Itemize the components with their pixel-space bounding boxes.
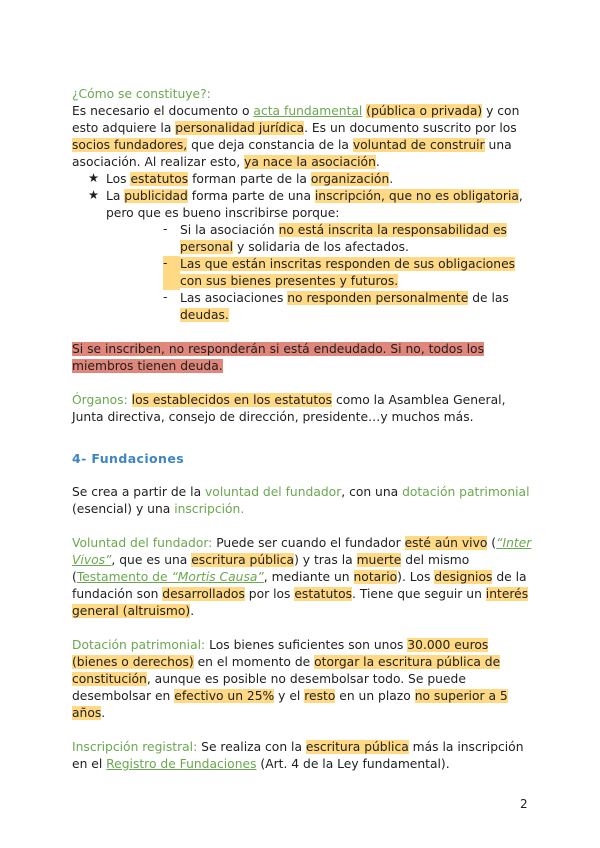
section-heading-fundaciones: 4- Fundaciones: [72, 451, 185, 466]
red-note: Si se inscriben, no responderán si está endeudado. Si no, todos los miembros tienen deuda.: [72, 342, 484, 373]
star-bullet-icon: ★: [88, 188, 100, 202]
inter-vivos-link[interactable]: “Inter Vivos”: [72, 536, 532, 567]
paragraph-dotacion: Dotación patrimonial: Los bienes suficientes son unos 30.000 euros (bienes o derechos) en el momento de otorgar la escritura pública de constitución, aunque es posible no desembolsar todo. Se puede desembolsar en efectivo un 25% y el resto en un plazo no superior a 5 años.: [72, 638, 508, 720]
dash-bullet: -: [163, 290, 168, 304]
paragraph-intro-fundaciones: Se crea a partir de la voluntad del fundador, con una dotación patrimonial (esencial) y una inscripción.: [72, 485, 530, 516]
bullet-publicidad: ★ La publicidad forma parte de una inscripción, que no es obligatoria, pero que es bueno inscribirse porque:: [88, 188, 523, 220]
dash-bullet: -: [163, 256, 180, 290]
testamento-link[interactable]: Testamento de “Mortis Causa”: [76, 570, 264, 584]
paragraph-acta: Es necesario el documento o acta fundamental (pública o privada) y con esto adquiere la personalidad jurídica. Es un documento suscrito por los socios fundadores, que deja constancia de la voluntad de construir una asociación. Al realizar esto, ya nace la asociación.: [72, 104, 520, 169]
dash-item-inscritas: - Las que están inscritas responden de sus obligaciones con sus bienes presentes y futuros.: [163, 256, 516, 288]
paragraph-organos: Órganos: los establecidos en los estatutos como la Asamblea General, Junta directiva, consejo de dirección, presidente…y muchos más.: [72, 393, 506, 424]
star-bullet-icon: ★: [88, 171, 100, 185]
dash-item-no-inscrita: - Si la asociación no está inscrita la responsabilidad es personal y solidaria de los afectados.: [163, 222, 507, 254]
question-heading: ¿Cómo se constituye?:: [72, 87, 211, 101]
dash-bullet: -: [163, 222, 168, 236]
acta-link[interactable]: acta fundamental: [253, 104, 363, 118]
document-page: [72, 86, 532, 773]
registro-fundaciones-link[interactable]: Registro de Fundaciones: [106, 757, 257, 771]
dash-item-no-responden: - Las asociaciones no responden personalmente de las deudas.: [163, 290, 509, 322]
page-number: 2: [520, 797, 528, 811]
bullet-estatutos: ★ Los estatutos forman parte de la organización.: [88, 171, 394, 186]
paragraph-voluntad: Voluntad del fundador: Puede ser cuando el fundador esté aún vivo (“Inter Vivos”, que es una escritura pública) y tras la muerte del mismo (Testamento de “Mortis Causa”, mediante un notario). Los designios de la fundación son desarrollados por los estatutos. Tiene que seguir un interés general (altruismo).: [72, 536, 532, 618]
paragraph-inscripcion: Inscripción registral: Se realiza con la escritura pública más la inscripción en el Registro de Fundaciones (Art. 4 de la Ley fundamental).: [72, 740, 524, 771]
